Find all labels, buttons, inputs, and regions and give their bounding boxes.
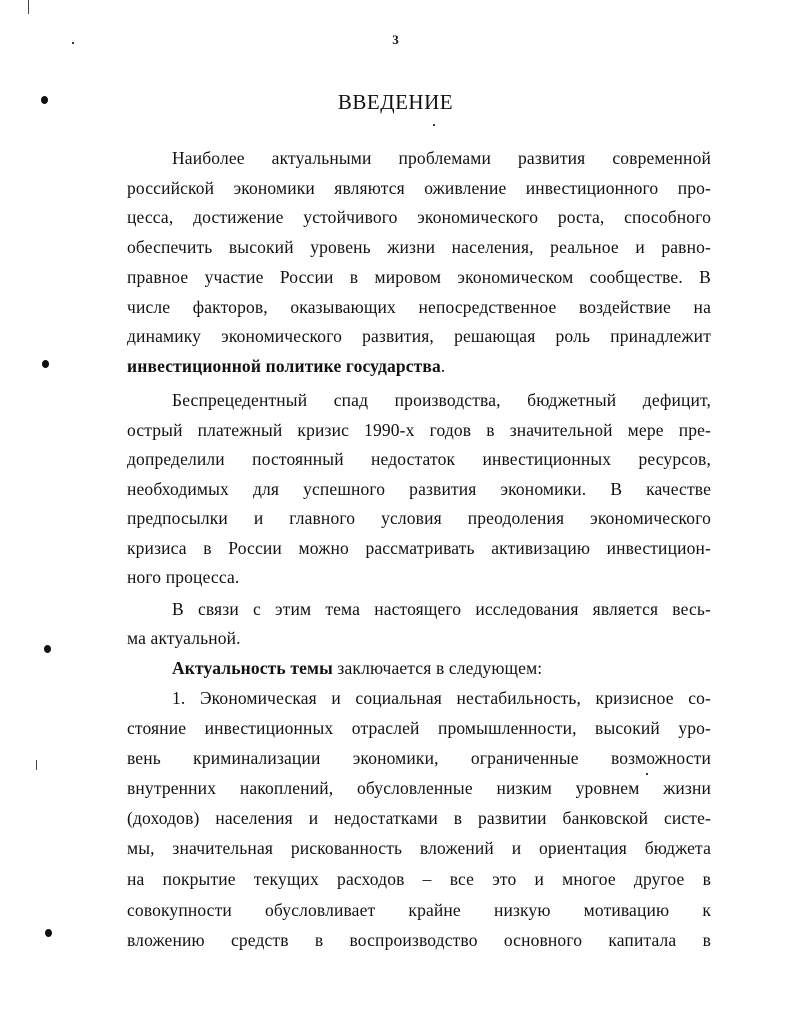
text-line: острый платежный кризис 1990-х годов в значительной мере пре- — [127, 420, 711, 440]
text-line: на покрытие текущих расходов – все это и многое другое в — [127, 869, 711, 889]
text-line: предпосылки и главного условия преодоления экономического — [127, 508, 711, 528]
scan-speck — [433, 124, 435, 126]
text-line: (доходов) населения и недостатками в развитии банковской систе- — [127, 808, 711, 828]
text-line: допределили постоянный недостаток инвестиционных ресурсов, — [127, 449, 711, 469]
text-line: российской экономики являются оживление инвестиционного про- — [127, 178, 711, 198]
text-line: кризиса в России можно рассматривать активизацию инвестицион- — [127, 538, 711, 558]
text-line: совокупности обусловливает крайне низкую мотивацию к — [127, 900, 711, 920]
scan-mark — [44, 645, 51, 653]
text-line: ного процесса. — [127, 567, 240, 587]
text-line — [127, 355, 711, 377]
text-line — [172, 657, 711, 679]
bold-phrase: инвестиционной политике государства — [127, 356, 441, 376]
text-line: динамику экономического развития, решающая роль принадлежит — [127, 326, 711, 346]
scan-mark — [45, 929, 52, 937]
text-line: Наиболее актуальными проблемами развития современной — [172, 148, 711, 168]
scan-edge-mark — [28, 0, 29, 14]
text-line: числе факторов, оказывающих непосредственное воздействие на — [127, 297, 711, 317]
text-line: внутренних накоплений, обусловленные низким уровнем жизни — [127, 778, 711, 798]
text-line: вень криминализации экономики, ограниченные возможности — [127, 748, 711, 768]
text-line: цесса, достижение устойчивого экономического роста, способного — [127, 207, 711, 227]
page-number: 3 — [392, 32, 399, 47]
text-fragment: заключается в следующем: — [332, 658, 543, 678]
text-line: 1. Экономическая и социальная нестабильность, кризисное со- — [172, 688, 711, 708]
text-line: обеспечить высокий уровень жизни населения, реальное и равно- — [127, 237, 711, 257]
text-line: Беспрецедентный спад производства, бюджетный дефицит, — [172, 390, 711, 410]
scan-speck — [646, 773, 648, 775]
text-line: правное участие России в мировом экономическом сообществе. В — [127, 267, 711, 287]
text-line: ма актуальной. — [127, 628, 241, 648]
page-title: ВВЕДЕНИЕ — [337, 90, 454, 114]
text-fragment: . — [440, 356, 446, 376]
text-line: вложению средств в воспроизводство основного капитала в — [127, 930, 711, 950]
text-line: стояние инвестиционных отраслей промышленности, высокий уро- — [127, 718, 711, 738]
bold-phrase: Актуальность темы — [172, 658, 333, 678]
text-line: необходимых для успешного развития экономики. В качестве — [127, 479, 711, 499]
scan-mark — [42, 360, 49, 368]
scan-edge-mark — [36, 760, 37, 770]
text-line: мы, значительная рискованность вложений и ориентация бюджета — [127, 838, 711, 858]
text-line: В связи с этим тема настоящего исследования является весь- — [172, 599, 711, 619]
